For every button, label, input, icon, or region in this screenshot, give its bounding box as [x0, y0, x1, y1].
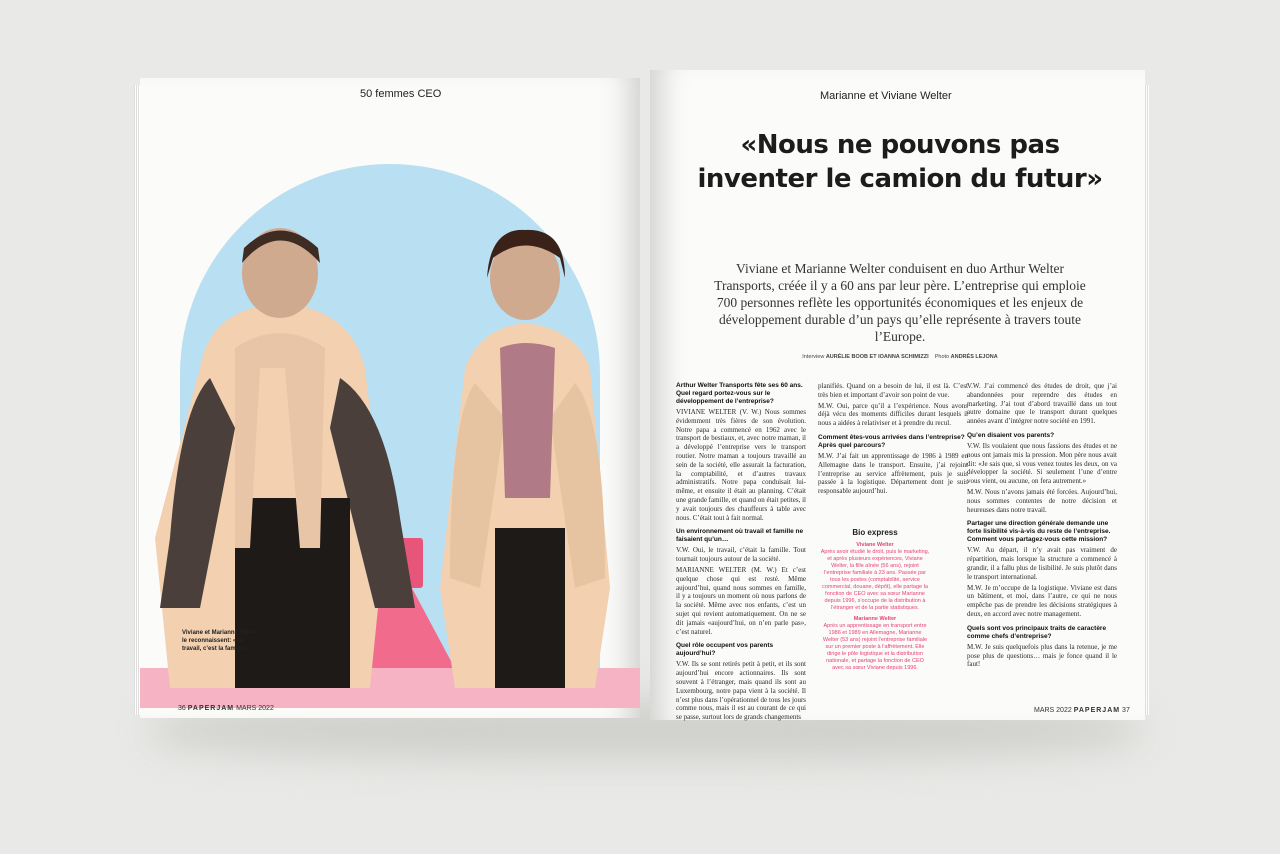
bio-text-2: Après un apprentissage en transport entre 1986 et 1989 en Allemagne, Marianne Welter (53 ans) rejoint l’entreprise familiale sur un premier poste à l’affrètement. Elle dirige le pôle logistique et la distribution nationale, et partage la fonction de CEO avec sa sœur Viviane depuis 1996. [822, 623, 928, 671]
folio-brand-left: PAPERJAM [187, 705, 235, 712]
folio-date-left: MARS 2022 [236, 705, 274, 712]
col3-a3: M.W. Nous n’avons jamais été forcées. Aujourd’hui, nous sommes contentes de notre décision et heureuses dans notre travail. [967, 487, 1117, 514]
col3-a1: V.W. J’ai commencé des études de droit, que j’ai abandonnées pour reprendre des études en marketing. J’ai tout d’abord travaillé dans un tout autre domaine que le transport durant quelques années avant d’intégrer notre société en 1991. [967, 382, 1117, 426]
folio-number-right: 37 [1122, 707, 1130, 714]
article-headline: «Nous ne pouvons pas inventer le camion du futur» [697, 130, 1103, 194]
col2-a2: M.W. Oui, parce qu’il a l’expérience. Nous avons déjà vécu des moments difficiles durant lesquels il nous a aidées à relativiser et à prendre du recul. [818, 401, 968, 428]
bio-name-1: Viviane Welter [856, 542, 894, 548]
article-lede: Viviane et Marianne Welter conduisent en duo Arthur Welter Transports, créée il y a 60 ans par leur père. L’entreprise qui emploie 700 personnes reflète les opportunités économiques et les enjeux de développement durable d’un pays qu’elle représente à travers toute l’Europe. [714, 261, 1086, 344]
bio-title: Bio express [852, 528, 898, 537]
col1-q3: Quel rôle occupent vos parents aujourd’hui? [676, 642, 774, 658]
col3-a2: V.W. Ils voulaient que nous fassions des études et ne nous ont jamais mis la pression. Mon père nous avait dit: «Je sais que, si vous venez toutes les deux, on va développer la société. Si seulement l’une d’entre vous vient, ou aucune, on fera autrement.» [967, 441, 1117, 486]
col3-a4: V.W. Au départ, il n’y avait pas vraiment de répartition, mais lorsque la structure a commencé à grandir, il a fallu plus de lisibilité. Je suis plutôt dans le transport international. [967, 546, 1117, 581]
col3-a5: M.W. Je m’occupe de la logistique. Viviane est dans un bâtiment, et moi, dans l’autre, ce qui ne nous empêche pas de prendre les décisions stratégiques à deux, en accord avec notre management. [967, 583, 1117, 618]
credits-interview-label: Interview [802, 354, 825, 360]
article-column-2 [818, 382, 968, 498]
article-column-1 [676, 382, 806, 724]
credits-interview: AURÉLIE BOOB ET IOANNA SCHIMIZZI [825, 354, 929, 360]
credits-photo: ANDRÉS LEJONA [950, 354, 998, 360]
folio-brand-right: PAPERJAM [1073, 707, 1121, 714]
folio-date-right: MARS 2022 [1034, 707, 1072, 714]
folio-left [178, 705, 274, 712]
article-column-3 [967, 382, 1117, 671]
col1-a4: V.W. Ils se sont retirés petit à petit, et ils sont aujourd’hui encore actionnaires. Ils sont souvent à l’étranger, mais quand ils sont au Luxembourg, notre papa vient à la société. Il n’est plus dans l’opérationnel de tous les jours comme nous, mais il est au courant de ce qui se passe, surtout lors de grands changements [676, 660, 806, 722]
col1-a2: V.W. Oui, le travail, c’était la famille. Tout tournait toujours autour de la société. [676, 546, 806, 564]
credits-photo-label: Photo [934, 354, 950, 360]
article-credits [710, 354, 1090, 360]
col1-a1: VIVIANE WELTER (V. W.) Nous sommes évidemment très fières de son évolution. Notre papa a commencé en 1962 avec le transport de bestiaux, et, avec notre maman, il a développé l’entreprise vers le transport routier. Notre maman a toujours travaillé au sein de la société, elle assurait la facturation, la comptabilité, et d’autres travaux administratifs. Notre papa conduisait lui-même, et ensuite il était au planning. C’était une grande famille, et quand on était petites, il y avait toujours des chauffeurs à table avec nous. C’était tout à fait normal. [676, 408, 806, 522]
col1-q2: Un environnement où travail et famille ne faisaient qu’un… [676, 528, 804, 544]
bio-express-box [820, 529, 930, 672]
bio-name-2: Marianne Welter [853, 616, 897, 622]
col3-a6: M.W. Je suis quelquefois plus dans la retenue, je me pose plus de questions… mais je fonce quand il le faut! [967, 642, 1117, 669]
col2-q1: Comment êtes-vous arrivées dans l’entreprise? Après quel parcours? [818, 433, 965, 449]
bio-text-1: Après avoir étudié le droit, puis le marketing, et après plusieurs expériences, Viviane Welter, la fille aînée (56 ans), rejoint l’entreprise familiale à 23 ans. Passée par tous les postes (comptabilité, service commercial, douane, dépôt), elle partage la fonction de CEO avec sa sœur Marianne depuis 1996, s’occupe de la distribution à l’étranger et de la partie statistiques. [820, 549, 930, 611]
folio-number-left: 36 [178, 705, 186, 712]
left-page [140, 78, 640, 718]
col3-q2: Partager une direction générale demande une forte lisibilité vis-à-vis du reste de l’entreprise. Comment vous partagez-vous cette mission? [967, 520, 1111, 544]
col1-q1: Arthur Welter Transports fête ses 60 ans. Quel regard portez-vous sur le développement de l’entreprise? [676, 382, 803, 405]
photo-person-marianne [425, 218, 625, 688]
running-head-left: 50 femmes CEO [360, 88, 442, 100]
running-head-right: Marianne et Viviane Welter [820, 90, 952, 102]
col3-q3: Quels sont vos principaux traits de caractère comme chefs d’entreprise? [967, 624, 1107, 640]
photo-person-viviane [140, 218, 440, 688]
col1-a3: MARIANNE WELTER (M. W.) Et c’est quelque chose qui est resté. Même aujourd’hui, quand nous sommes en famille, il y a toujours un moment où nous parlons de la société. Même avec nos enfants, c’est un sujet qui revient automatiquement. On ne se dit jamais «aujourd’hui, on n’en parle pas», c’est naturel. [676, 565, 806, 636]
photo-caption: Viviane et Marianne Welter le reconnaissent: «Le travail, c’est la famille.» [182, 630, 258, 652]
folio-right [1034, 707, 1130, 714]
col2-a3: M.W. J’ai fait un apprentissage de 1986 à 1989 en Allemagne dans le transport. Ensuite, j’ai rejoint l’entreprise au service affrètement, puis je suis passée à la logistique. Département dont je suis responsable aujourd’hui. [818, 451, 968, 496]
col2-a1: planifiés. Quand on a besoin de lui, il est là. C’est très bien et important d’avoir son point de vue. [818, 382, 968, 399]
col3-q1: Qu’en disaient vos parents? [967, 431, 1055, 439]
